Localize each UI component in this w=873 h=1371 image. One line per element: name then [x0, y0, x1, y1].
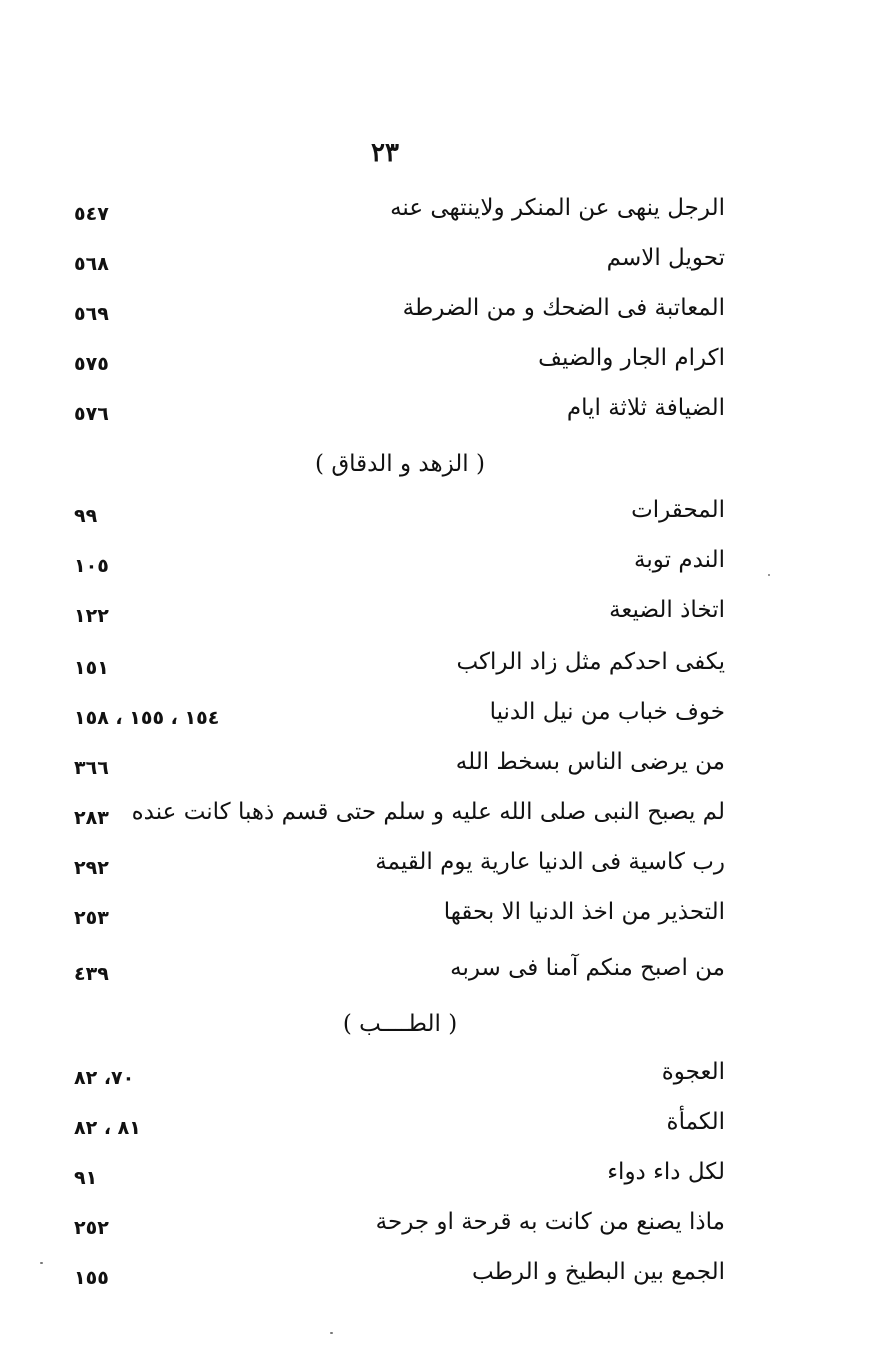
entry-pages: ٥٤٧	[74, 203, 109, 225]
print-speck	[768, 574, 770, 576]
entry-pages: ١٥٤ ، ١٥٥ ، ١٥٨	[74, 707, 220, 729]
index-entry	[70, 340, 725, 384]
entry-title: لم يصبح النبى صلى الله عليه و سلم حتى قسم ذهبا كانت عنده	[131, 799, 725, 825]
index-entry	[70, 592, 725, 636]
entry-title: اتخاذ الضيعة	[609, 597, 725, 623]
entry-pages: ٣٦٦	[74, 757, 109, 779]
index-entry	[70, 694, 725, 738]
index-entry	[70, 794, 725, 838]
entry-pages: ٢٥٢	[74, 1217, 109, 1239]
entry-pages: ٢٩٢	[74, 857, 109, 879]
index-entry	[70, 1104, 725, 1148]
entry-pages: ٤٣٩	[74, 963, 109, 985]
entry-pages: ٩١	[74, 1167, 98, 1189]
entry-title: المحقرات	[631, 497, 725, 523]
entry-title: الندم توبة	[634, 547, 725, 573]
page-number: ٢٣	[371, 138, 399, 168]
index-entry	[70, 744, 725, 788]
index-entry	[70, 1204, 725, 1248]
entry-title: الكمأة	[666, 1109, 725, 1135]
index-entry	[70, 1254, 725, 1298]
entry-pages: ١٢٢	[74, 605, 109, 627]
entry-title: من يرضى الناس بسخط الله	[455, 749, 725, 775]
entry-title: المعاتبة فى الضحك و من الضرطة	[402, 295, 725, 321]
entry-title: اكرام الجار والضيف	[538, 345, 725, 371]
index-entry	[70, 542, 725, 586]
entry-title: الرجل ينهى عن المنكر ولاينتهى عنه	[390, 195, 725, 221]
index-entry	[70, 844, 725, 888]
index-entry	[70, 644, 725, 688]
section-heading-tibb: ( الطــــب )	[342, 1011, 458, 1037]
entry-pages: ٥٧٦	[74, 403, 109, 425]
entry-title: الجمع بين البطيخ و الرطب	[472, 1259, 725, 1285]
entry-pages: ٧٠، ٨٢	[74, 1067, 135, 1089]
index-entry	[70, 190, 725, 234]
entry-title: الضيافة ثلاثة ايام	[566, 395, 725, 421]
entry-title: من اصبح منكم آمنا فى سربه	[450, 955, 725, 981]
index-entry	[70, 240, 725, 284]
entry-pages: ٨١ ، ٨٢	[74, 1117, 141, 1139]
index-entry	[70, 950, 725, 994]
entry-title: تحويل الاسم	[606, 245, 725, 271]
entry-pages: ١٥٥	[74, 1267, 109, 1289]
print-speck	[40, 1262, 43, 1264]
entry-pages: ١٠٥	[74, 555, 109, 577]
entry-title: رب كاسية فى الدنيا عارية يوم القيمة	[375, 849, 725, 875]
entry-title: لكل داء دواء	[607, 1159, 725, 1185]
entry-title: التحذير من اخذ الدنيا الا بحقها	[443, 899, 725, 925]
index-entry	[70, 1054, 725, 1098]
index-entry	[70, 390, 725, 434]
entry-title: خوف خباب من نيل الدنيا	[489, 699, 725, 725]
entry-pages: ٢٨٣	[74, 807, 109, 829]
index-entry	[70, 492, 725, 536]
entry-title: يكفى احدكم مثل زاد الراكب	[456, 649, 725, 675]
entry-pages: ٥٦٩	[74, 303, 109, 325]
section-heading-zuhd: ( الزهد و الدقاق )	[315, 451, 485, 477]
entry-pages: ٩٩	[74, 505, 98, 527]
entry-title: ماذا يصنع من كانت به قرحة او جرحة	[375, 1209, 725, 1235]
entry-title: العجوة	[661, 1059, 725, 1085]
entry-pages: ٥٦٨	[74, 253, 109, 275]
entry-pages: ٢٥٣	[74, 907, 109, 929]
index-entry	[70, 290, 725, 334]
entry-pages: ٥٧٥	[74, 353, 109, 375]
print-speck	[330, 1332, 333, 1334]
entry-pages: ١٥١	[74, 657, 109, 679]
index-entry	[70, 1154, 725, 1198]
index-entry	[70, 894, 725, 938]
